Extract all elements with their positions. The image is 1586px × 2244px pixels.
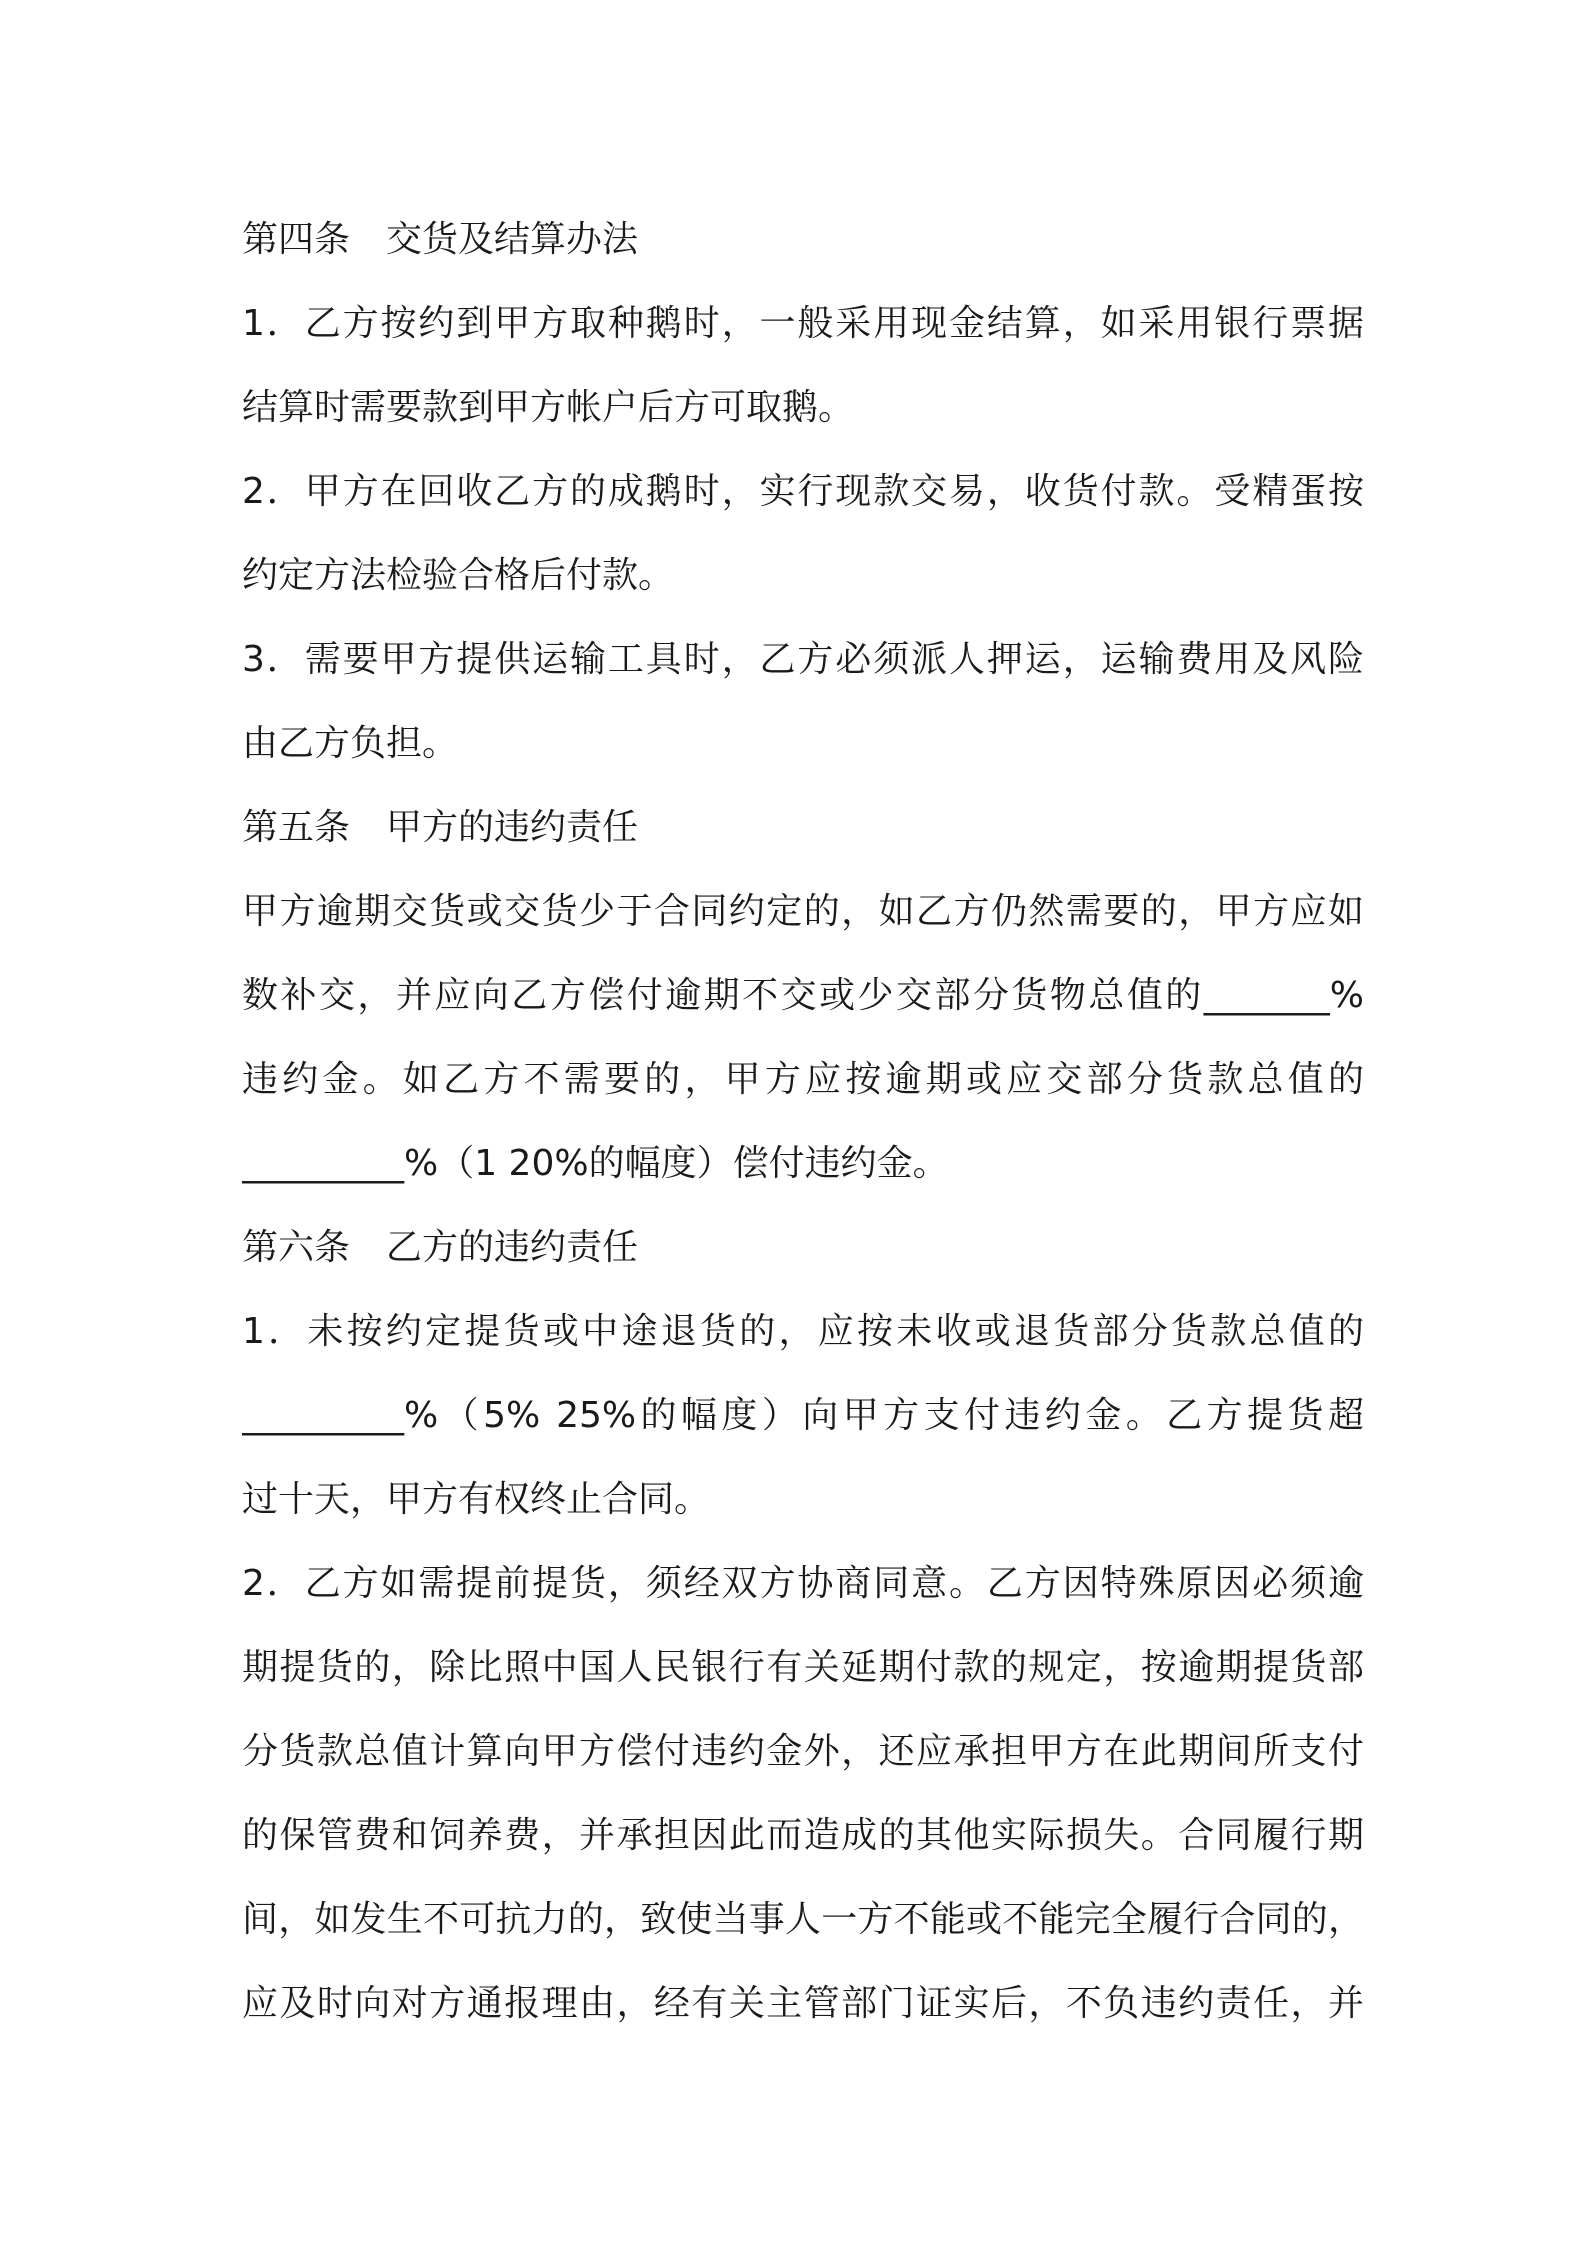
article-6-clause-2-line-1: 2．乙方如需提前提货，须经双方协商同意。乙方因特殊原因必须逾: [242, 1563, 1364, 1604]
article-4-clause-2-line-2: 约定方法检验合格后付款。: [242, 555, 675, 596]
document-body: [242, 198, 1364, 2046]
article-4-clause-3-line-1: 3．需要甲方提供运输工具时，乙方必须派人押运，运输费用及风险: [242, 639, 1364, 680]
article-6-clause-1-line-1: 1．未按约定提货或中途退货的，应按未收或退货部分货款总值的: [242, 1311, 1364, 1352]
article-4-clause-2-line-1: 2．甲方在回收乙方的成鹅时，实行现款交易，收货付款。受精蛋按: [242, 471, 1364, 512]
article-5-paragraph-line-1: 甲方逾期交货或交货少于合同约定的，如乙方仍然需要的，甲方应如: [242, 891, 1364, 932]
article-5-heading: 第五条 甲方的违约责任: [242, 807, 639, 848]
article-4-clause-3-line-2: 由乙方负担。: [242, 723, 459, 764]
article-5-paragraph-line-4: _________%（1 20%的幅度）偿付违约金。: [242, 1143, 949, 1184]
article-6-clause-1-line-2: _________%（5% 25%的幅度）向甲方支付违约金。乙方提货超: [242, 1395, 1364, 1436]
article-4-clause-1-line-1: 1．乙方按约到甲方取种鹅时，一般采用现金结算，如采用银行票据: [242, 303, 1364, 344]
article-6-clause-2-line-2: 期提货的，除比照中国人民银行有关延期付款的规定，按逾期提货部: [242, 1647, 1364, 1688]
article-5-paragraph-line-3: 违约金。如乙方不需要的，甲方应按逾期或应交部分货款总值的: [242, 1059, 1364, 1100]
article-5-paragraph-line-2: 数补交，并应向乙方偿付逾期不交或少交部分货物总值的_______%: [242, 975, 1364, 1016]
article-6-clause-2-line-6: 应及时向对方通报理由，经有关主管部门证实后，不负违约责任，并: [242, 1983, 1364, 2024]
article-6-clause-1-line-3: 过十天，甲方有权终止合同。: [242, 1479, 711, 1520]
article-6-heading: 第六条 乙方的违约责任: [242, 1227, 639, 1268]
article-4-heading: 第四条 交货及结算办法: [242, 219, 639, 260]
article-6-clause-2-line-5: 间，如发生不可抗力的，致使当事人一方不能或不能完全履行合同的，: [242, 1899, 1364, 1940]
article-4-clause-1-line-2: 结算时需要款到甲方帐户后方可取鹅。: [242, 387, 855, 428]
article-6-clause-2-line-4: 的保管费和饲养费，并承担因此而造成的其他实际损失。合同履行期: [242, 1815, 1364, 1856]
article-6-clause-2-line-3: 分货款总值计算向甲方偿付违约金外，还应承担甲方在此期间所支付: [242, 1731, 1364, 1772]
